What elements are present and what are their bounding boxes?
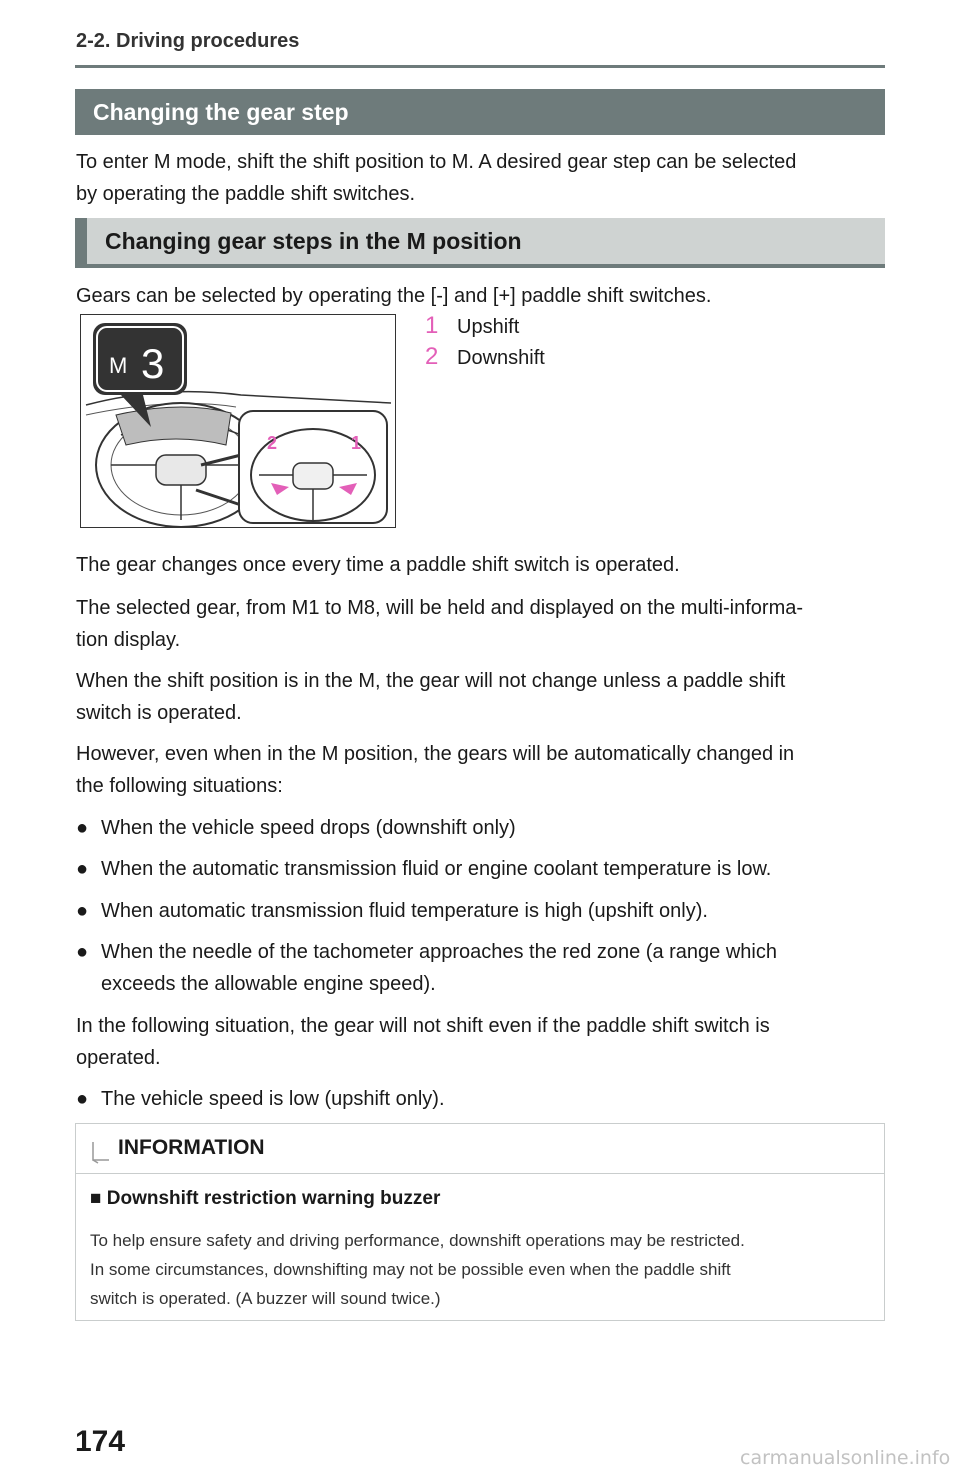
paddle-shift-illustration [80,314,396,528]
list-item [76,895,876,927]
display-gear-text: 3 [141,340,165,387]
info-divider [76,1173,884,1174]
information-box [75,1123,885,1321]
info-note-icon [90,1140,112,1164]
callout-1: 1 [351,433,362,453]
info-title: INFORMATION [118,1136,265,1159]
paragraph-4-line-1: However, even when in the M position, the gears will be automatically changed in [76,743,795,765]
section-header: 2-2. Driving procedures [76,30,300,52]
info-line-2: In some circumstances, downshifting may not be possible even when the paddle shift [90,1260,731,1279]
list-item [76,812,876,844]
section-title-gear-step: Changing the gear step [75,89,885,135]
list-item-text: When the needle of the tachometer approaches the red zone (a range which [101,941,777,963]
paragraph-3-line-1: When the shift position is in the M, the gear will not change unless a paddle shift [76,670,786,692]
bullet-icon: ● [76,941,89,963]
watermark: carmanualsonline.info [740,1447,951,1469]
paragraph-1: The gear changes once every time a paddle shift switch is operated. [76,554,680,576]
square-bullet-icon: ■ [90,1188,102,1209]
list-item-text: When automatic transmission fluid temperature is high (upshift only). [101,900,708,922]
intro-line-2: by operating the paddle shift switches. [76,183,416,205]
callout-2: 2 [267,433,278,453]
list-item-text-continued: exceeds the allowable engine speed). [101,973,436,995]
list-item-text: When the vehicle speed drops (downshift only) [101,817,516,839]
paragraph-4-line-2: the following situations: [76,775,283,797]
info-line-3: switch is operated. (A buzzer will sound twice.) [90,1289,441,1308]
bullet-icon: ● [76,858,89,880]
step-downshift [425,341,545,374]
list-item [76,853,876,885]
intro-line-1: To enter M mode, shift the shift position to M. A desired gear step can be selected [76,151,797,173]
paragraph-2-line-2: tion display. [76,629,181,651]
lead-text: Gears can be selected by operating the [-] and [+] paddle shift switches. [76,285,712,307]
paragraph-2-line-1: The selected gear, from M1 to M8, will be held and displayed on the multi-informa- [76,597,804,619]
paragraph-3-line-2: switch is operated. [76,702,242,724]
display-mode-text: M [109,353,128,378]
bullet-icon: ● [76,817,89,839]
list-item-text: When the automatic transmission fluid or engine coolant temperature is low. [101,858,772,880]
page-number: 174 [75,1425,126,1458]
section-title-m-position: Changing gear steps in the M position [75,218,885,264]
list-item-text: The vehicle speed is low (upshift only). [101,1088,445,1110]
section-rule [75,264,885,268]
info-subtitle [90,1188,440,1210]
info-line-1: To help ensure safety and driving performance, downshift operations may be restricted. [90,1231,745,1250]
list-item [76,1083,876,1115]
step-number: 1 [425,312,439,339]
list-item [76,936,876,1000]
info-subtitle-text: Downshift restriction warning buzzer [106,1188,441,1209]
header-rule [75,65,885,68]
bullet-icon: ● [76,1088,89,1110]
info-body [90,1226,870,1313]
step-upshift [425,310,519,343]
step-number: 2 [425,343,439,370]
bullet-icon: ● [76,900,89,922]
steering-wheel-figure [81,315,395,527]
step-label: Upshift [457,316,520,338]
step-label: Downshift [457,347,545,369]
paragraph-5-line-2: operated. [76,1047,161,1069]
paragraph-5-line-1: In the following situation, the gear will not shift even if the paddle shift switch is [76,1015,770,1037]
